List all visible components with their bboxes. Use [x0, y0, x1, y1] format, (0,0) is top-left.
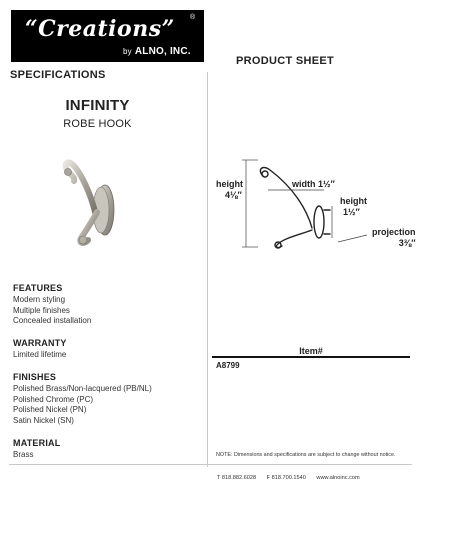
website-link[interactable]: www.alnoinc.com — [316, 475, 360, 481]
features-list — [13, 295, 91, 327]
item-number-header: Item# — [299, 346, 323, 356]
item-table-rule — [212, 356, 410, 358]
list-item: Limited lifetime — [13, 350, 67, 359]
product-name: INFINITY — [65, 97, 130, 114]
features-heading: FEATURES — [13, 283, 63, 293]
projection-label: projection 3⅜″ — [372, 227, 416, 248]
dimension-diagram — [212, 150, 416, 255]
finishes-list — [13, 384, 152, 426]
footer-divider — [9, 464, 412, 465]
list-item: Satin Nickel (SN) — [13, 415, 74, 425]
fax-number: F 818.700.1540 — [266, 475, 306, 481]
disclaimer-note: NOTE: Dimensions and specifications are subject to change without notice. — [216, 452, 396, 458]
warranty-list — [13, 350, 66, 361]
list-item: Modern styling — [13, 295, 66, 304]
list-item: Polished Nickel (PN) — [13, 405, 87, 415]
list-item: Polished Brass/Non-lacquered (PB/NL) — [13, 384, 152, 393]
list-item: Brass — [13, 450, 34, 459]
sheet-title: PRODUCT SHEET — [236, 55, 335, 67]
product-photo — [55, 150, 135, 250]
logo-company — [123, 46, 191, 57]
logo-by: by — [123, 47, 132, 56]
list-item: Multiple finishes — [13, 305, 70, 315]
contact-footer — [217, 475, 369, 481]
warranty-heading: WARRANTY — [13, 338, 67, 348]
material-heading: MATERIAL — [13, 438, 61, 448]
height-label: height 4⅛″ — [216, 179, 243, 200]
column-divider — [207, 72, 208, 467]
brand-logo — [11, 10, 204, 62]
product-type: ROBE HOOK — [63, 118, 132, 130]
phone-number: T 818.882.6028 — [217, 475, 257, 481]
width-label: width 1½″ — [292, 179, 335, 189]
specs-title: SPECIFICATIONS — [10, 69, 106, 81]
list-item: Polished Chrome (PC) — [13, 394, 94, 404]
finishes-heading: FINISHES — [13, 372, 57, 382]
material-list — [13, 450, 33, 461]
item-number-value: A8799 — [216, 361, 240, 370]
logo-wordmark: “Creations” — [25, 16, 175, 42]
logo-company-name: ALNO, INC. — [134, 46, 191, 57]
registered-mark: ® — [190, 14, 196, 21]
small-height-label: height 1½″ — [340, 196, 367, 217]
list-item: Concealed installation — [13, 316, 92, 326]
